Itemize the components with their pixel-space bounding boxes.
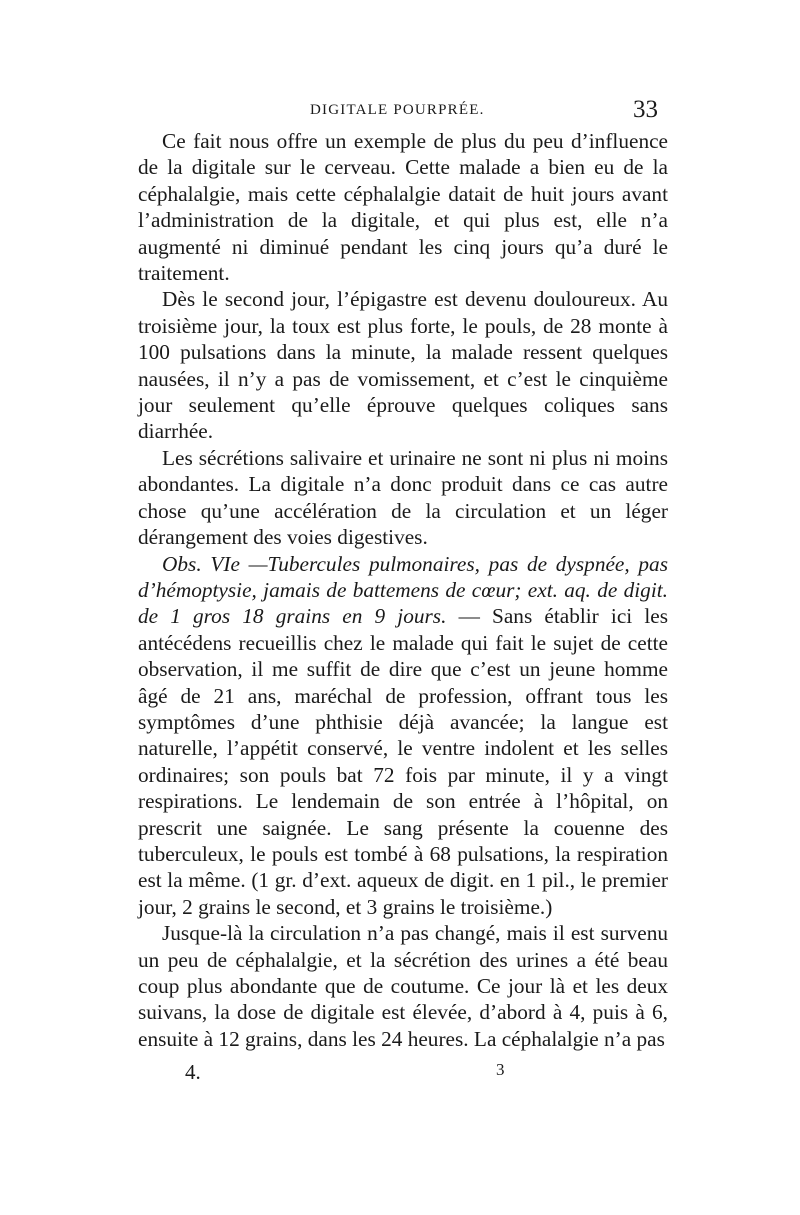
footer <box>138 1060 668 1090</box>
observation-text: — Sans établir ici les antécédens recueillis chez le malade qui fait le sujet de cette observation, il me suffit de dire que c’est un jeune homme âgé de 21 ans, maréchal de profession, offrant tous les symptômes d’une phthisie déjà avancée; la langue est naturelle, l’appétit conservé, le ventre indolent et les selles ordinaires; son pouls bat 72 fois par minute, il y a vingt respirations. Le lendemain de son entrée à l’hôpital, on prescrit une saignée. Le sang présente la couenne des tuberculeux, le pouls est tombé à 68 pulsations, la respiration est la même. (1 gr. d’ext. aqueux de digit. en 1 pil., le premier jour, 2 grains le second, et 3 grains le troisième.) <box>138 604 668 919</box>
signature-mark: 3 <box>496 1060 505 1079</box>
running-title: DIGITALE POURPRÉE. <box>310 102 485 118</box>
paragraph: Dès le second jour, l’épigastre est devenu douloureux. Au troisième jour, la toux est plus forte, le pouls, de 28 monte à 100 pulsations dans la minute, la malade ressent quelques nausées, il n’y a pas de vomissement, et c’est le cinquième jour seulement qu’elle éprouve quelques coliques sans diarrhée. <box>138 287 668 444</box>
observation-heading: Obs. VIe —Tubercules pulmonaires, pas de dyspnée, pas d’hémoptysie, jamais de battemens de cœur; ext. aq. de digit. de 1 gros 18 grains en 9 jours. <box>138 551 668 629</box>
paragraph: Les sécrétions salivaire et urinaire ne sont ni plus ni moins abondantes. La digitale n’a donc produit dans ce cas autre chose qu’une accélération de la circulation et un léger dérangement des voies digestives. <box>138 445 668 550</box>
observation-paragraph <box>138 551 668 921</box>
body-text <box>138 128 668 1052</box>
paragraph: Jusque-là la circulation n’a pas changé, mais il est survenu un peu de céphalalgie, et la sécrétion des urines a été beau coup plus abondante que de coutume. Ce jour là et les deux suivans, la dose de digitale est élevée, d’abord à 4, puis à 6, ensuite à 12 grains, dans les 24 heures. La céphalalgie n’a pas <box>138 921 668 1051</box>
running-head <box>138 98 658 128</box>
paragraph: Ce fait nous offre un exemple de plus du peu d’influence de la digitale sur le cerveau. Cette malade a bien eu de la céphalalgie, mais cette céphalalgie datait de huit jours avant l’administration de la digitale, et qui plus est, elle n’a augmenté ni diminué pendant les cinq jours qu’a duré le traitement. <box>138 129 668 286</box>
volume-mark: 4. <box>185 1060 201 1084</box>
page-number: 33 <box>633 96 658 123</box>
